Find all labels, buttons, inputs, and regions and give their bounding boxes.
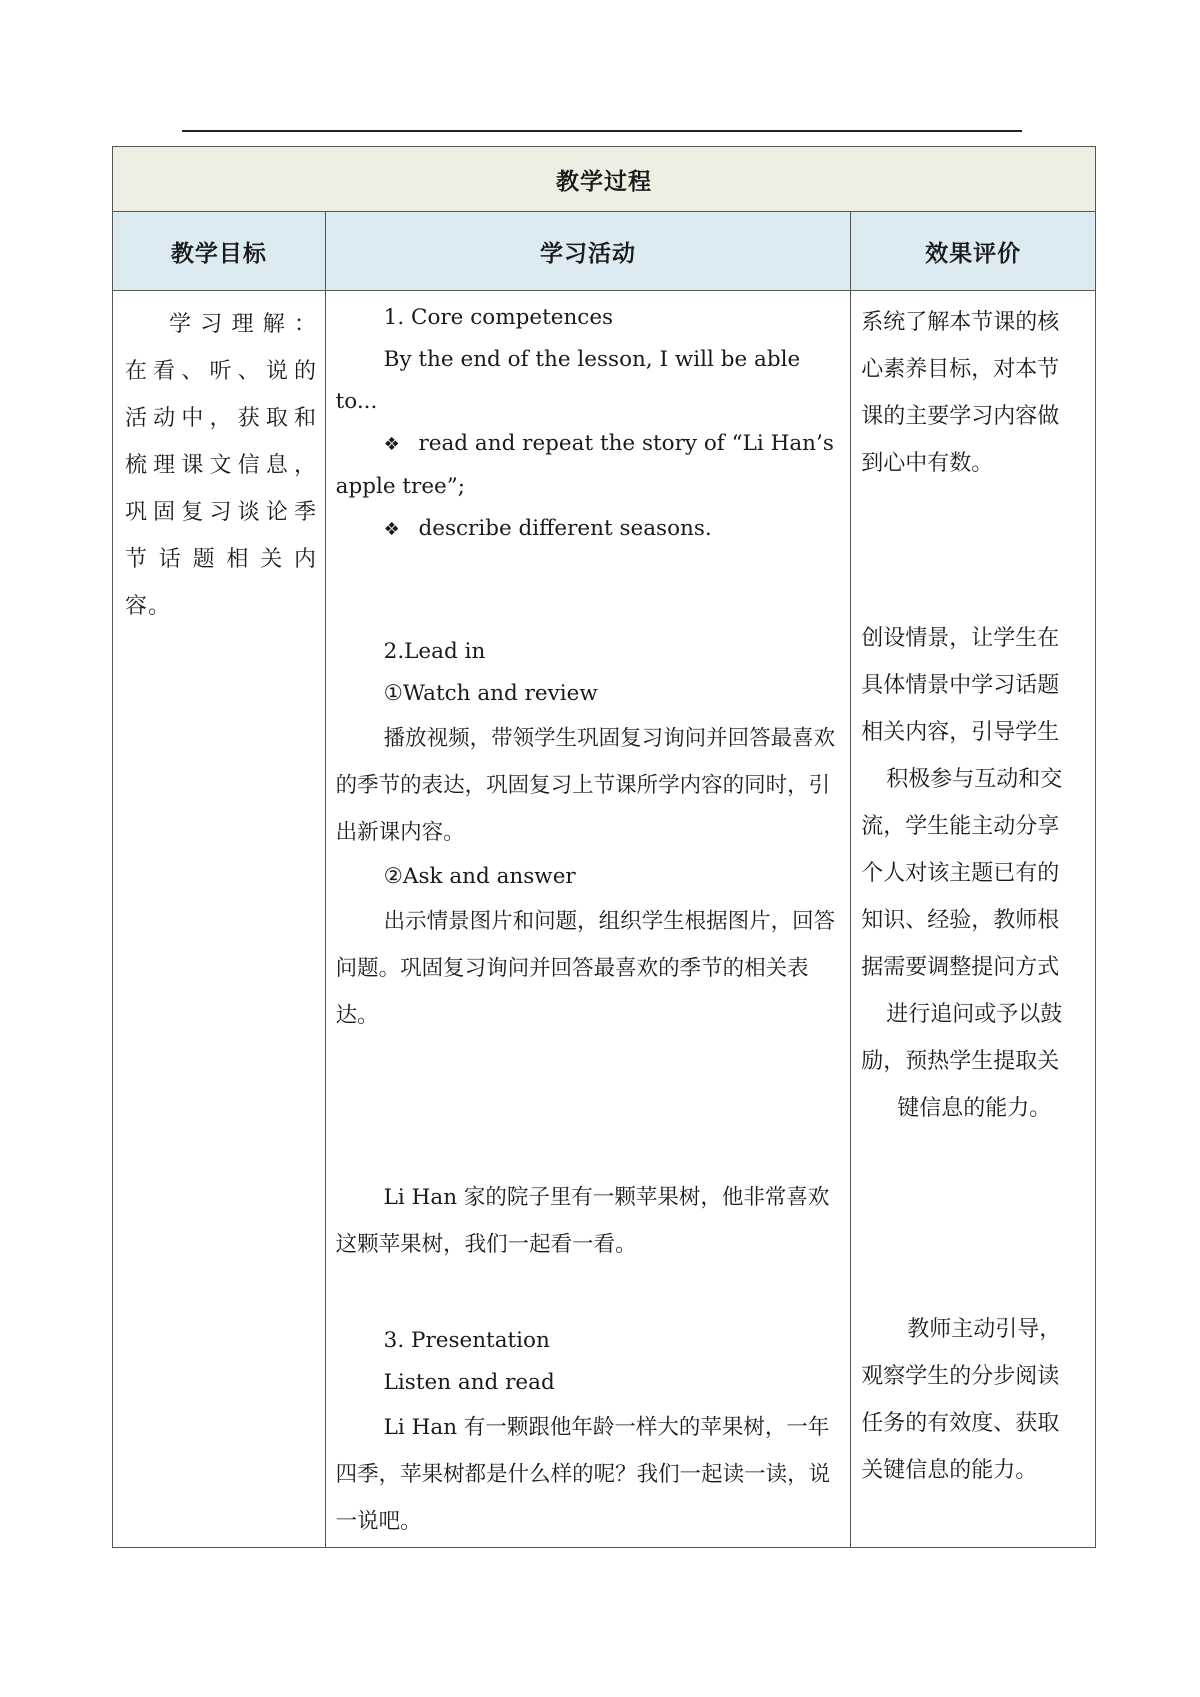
page-header-rule	[182, 130, 1022, 132]
lead-in-section	[336, 631, 840, 1039]
eval-line: 相关内容，引导学生	[861, 720, 1060, 745]
eval-line: 任务的有效度、获取	[861, 1411, 1060, 1436]
goal-line: 节话题相关内	[125, 547, 317, 572]
eval-line: 到心中有数。	[861, 451, 994, 476]
presentation-section	[336, 1320, 840, 1545]
header-goal: 教学目标	[113, 212, 326, 291]
presentation-text: Li Han 有一颗跟他年龄一样大的苹果树，一年四季，苹果树都是什么样的呢？我们一起读一读，说一说吧。	[335, 1415, 831, 1534]
goal-line: 学习理解：	[169, 312, 317, 337]
table-header-row	[113, 212, 1096, 291]
core-competences-section	[336, 297, 840, 551]
eval-line: 进行追问或予以鼓	[886, 1002, 1063, 1027]
core-bullet-2	[336, 508, 840, 551]
eval-line: 据需要调整提问方式	[861, 955, 1060, 980]
presentation-heading: 3. Presentation	[383, 1328, 550, 1353]
story-intro-section	[336, 1174, 840, 1268]
core-bullet-2-text: describe different seasons.	[418, 516, 712, 541]
eval-line: 创设情景，让学生在	[861, 626, 1060, 651]
goal-line: 梳理课文信息，	[125, 453, 317, 478]
header-evaluation: 效果评价	[851, 212, 1096, 291]
evaluation-block-1	[861, 299, 1087, 487]
lead-in-heading: 2.Lead in	[383, 639, 486, 664]
table-title: 教学过程	[113, 147, 1096, 212]
eval-line: 知识、经验，教师根	[861, 908, 1060, 933]
table-title-row	[113, 147, 1096, 212]
teaching-process-table	[112, 146, 1096, 1548]
eval-line: 教师主动引导，	[907, 1317, 1062, 1342]
goal-text	[125, 301, 317, 630]
evaluation-block-2	[861, 615, 1087, 1132]
activity-cell	[325, 291, 851, 1548]
core-bullet-1-continued: apple tree”;	[335, 474, 466, 499]
eval-line: 关键信息的能力。	[861, 1458, 1038, 1483]
goal-line: 活动中，获取和	[125, 406, 317, 431]
eval-line: 系统了解本节课的核	[861, 310, 1060, 335]
ask-answer-title: ②Ask and answer	[383, 864, 576, 889]
eval-line: 键信息的能力。	[897, 1096, 1052, 1121]
core-heading: 1. Core competences	[383, 305, 614, 330]
eval-line: 励，预热学生提取关	[861, 1049, 1060, 1074]
eval-line: 流，学生能主动分享	[861, 814, 1060, 839]
goal-line: 巩固复习谈论季	[125, 500, 317, 525]
watch-review-text: 播放视频，带领学生巩固复习询问并回答最喜欢的季节的表达，巩固复习上节课所学内容的同时，引出新课内容。	[335, 726, 836, 845]
table-body-row	[113, 291, 1096, 1548]
eval-line: 个人对该主题已有的	[861, 861, 1060, 886]
eval-line: 心素养目标，对本节	[861, 357, 1060, 382]
goal-line: 在看、听、说的	[125, 359, 317, 384]
header-activity: 学习活动	[325, 212, 851, 291]
eval-line: 课的主要学习内容做	[861, 404, 1060, 429]
eval-line: 观察学生的分步阅读	[861, 1364, 1060, 1389]
eval-line: 具体情景中学习话题	[861, 673, 1060, 698]
story-intro-text: Li Han 家的院子里有一颗苹果树，他非常喜欢这颗苹果树，我们一起看一看。	[335, 1185, 830, 1257]
goal-line: 容。	[125, 594, 172, 619]
goal-cell	[113, 291, 326, 1548]
core-intro: By the end of the lesson, I will be able to...	[335, 347, 801, 414]
presentation-sub: Listen and read	[383, 1370, 555, 1395]
watch-review-title: ①Watch and review	[383, 681, 598, 706]
core-bullet-1	[336, 423, 840, 466]
diamond-bullet-icon: ❖	[383, 519, 400, 540]
diamond-bullet-icon: ❖	[383, 434, 400, 455]
evaluation-cell	[851, 291, 1096, 1548]
core-bullet-1-text: read and repeat the story of “Li Han’s	[418, 431, 834, 456]
eval-line: 积极参与互动和交	[886, 767, 1063, 792]
evaluation-block-3	[861, 1306, 1087, 1494]
ask-answer-text: 出示情景图片和问题，组织学生根据图片，回答问题。巩固复习询问并回答最喜欢的季节的相关表达。	[335, 909, 836, 1028]
